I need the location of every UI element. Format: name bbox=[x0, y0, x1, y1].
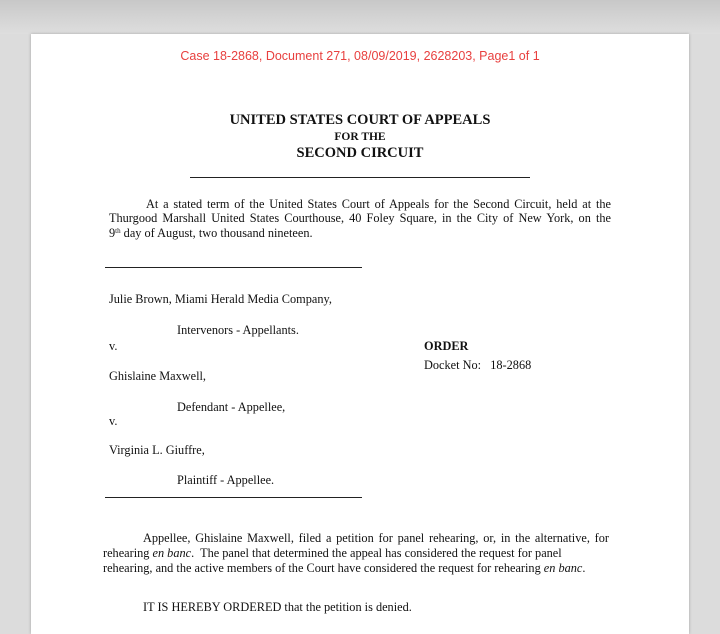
body-text: rehearing, and the active members of the Court have considered the request for rehearing bbox=[103, 561, 544, 575]
intro-line: Thurgood Marshall United States Courthouse, 40 Foley Square, in the City of New York, on the bbox=[109, 211, 611, 225]
party-plaintiff: Virginia L. Giuffre, bbox=[109, 443, 205, 457]
caption-rule-bottom bbox=[105, 497, 362, 498]
court-title: UNITED STATES COURT OF APPEALS bbox=[229, 112, 491, 128]
party-intervenors: Julie Brown, Miami Herald Media Company, bbox=[109, 292, 332, 306]
versus: v. bbox=[109, 414, 118, 428]
viewer-toolbar-shade bbox=[0, 0, 720, 34]
body-text: . The panel that determined the appeal has considered the request for panel bbox=[191, 546, 562, 560]
intro-date-rest: day of August, two thousand nineteen. bbox=[120, 226, 313, 240]
body-text: rehearing bbox=[103, 546, 153, 560]
order-statement: IT IS HEREBY ORDERED that the petition is denied. bbox=[143, 600, 412, 614]
title-rule bbox=[190, 177, 530, 178]
court-circuit: SECOND CIRCUIT bbox=[296, 145, 424, 161]
caption-rule-top bbox=[105, 267, 362, 268]
intro-day: 9 bbox=[109, 226, 116, 240]
party-role: Intervenors - Appellants. bbox=[177, 323, 299, 337]
body-line bbox=[103, 546, 562, 560]
body-line: Appellee, Ghislaine Maxwell, filed a petition for panel rehearing, or, in the alternative, for bbox=[143, 531, 609, 545]
intro-day-suffix: th bbox=[115, 227, 121, 235]
body-line bbox=[103, 561, 585, 575]
body-text: . bbox=[582, 561, 586, 575]
party-role: Defendant - Appellee, bbox=[177, 400, 286, 414]
case-header-stamp: Case 18-2868, Document 271, 08/09/2019, 2628203, Page1 of 1 bbox=[180, 49, 540, 63]
docket-number: Docket No: 18-2868 bbox=[424, 358, 532, 372]
court-subtitle: FOR THE bbox=[334, 131, 386, 143]
en-banc-italic: en banc bbox=[543, 561, 583, 575]
party-role: Plaintiff - Appellee. bbox=[177, 473, 275, 487]
en-banc-italic: en banc bbox=[152, 546, 192, 560]
versus: v. bbox=[109, 339, 118, 353]
document-page bbox=[31, 34, 689, 634]
order-label: ORDER bbox=[424, 339, 469, 353]
intro-line bbox=[109, 226, 313, 240]
party-defendant: Ghislaine Maxwell, bbox=[109, 369, 206, 383]
intro-line: At a stated term of the United States Court of Appeals for the Second Circuit, held at the bbox=[146, 197, 611, 211]
